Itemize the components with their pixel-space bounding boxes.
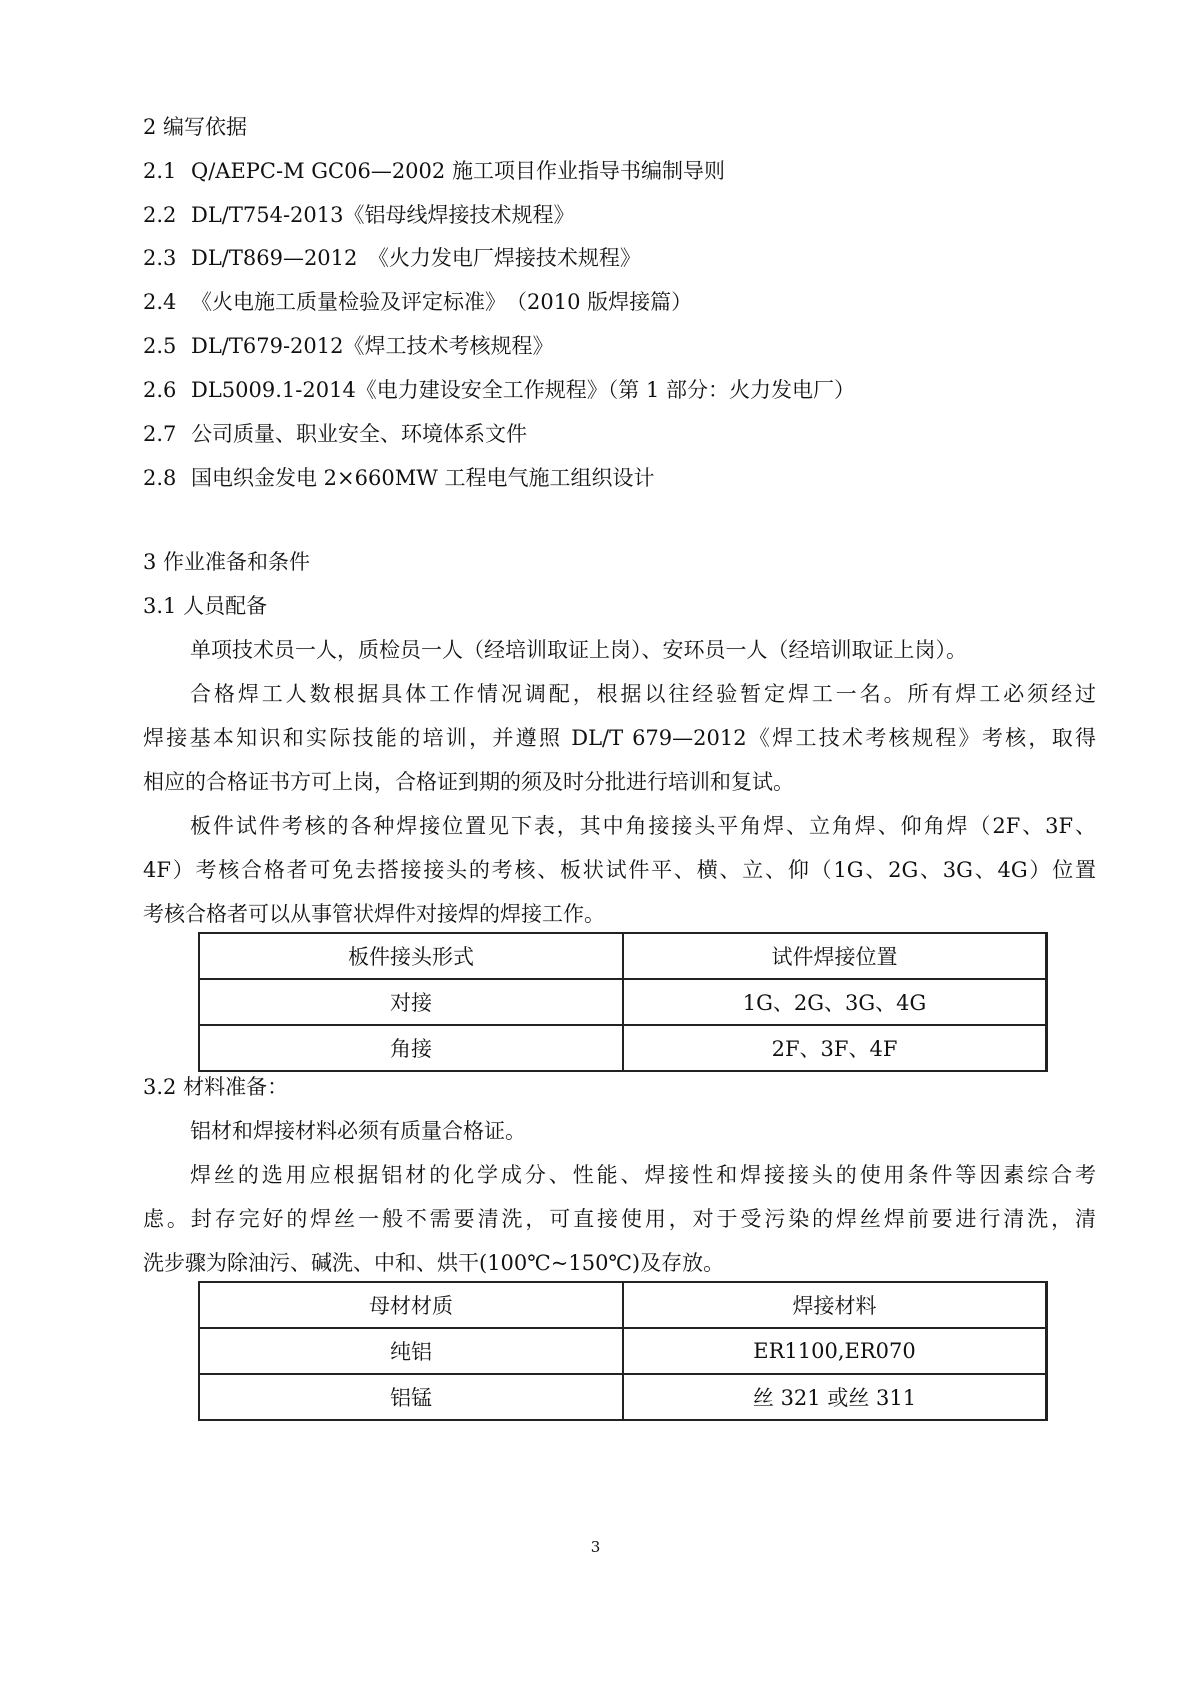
reference-num: 2.2 [143, 203, 177, 227]
table-cell: 角接 [199, 1025, 623, 1071]
table-cell: 对接 [199, 979, 623, 1025]
test-position-paragraph-line: 考核合格者可以从事管状焊件对接焊的焊接工作。 [143, 902, 605, 926]
section3-heading: 3 作业准备和条件 [143, 550, 311, 574]
reference-num: 2.8 [143, 466, 177, 490]
table-cell: 纯铝 [199, 1328, 623, 1374]
wire-paragraph-line: 洗步骤为除油污、碱洗、中和、烘干(100℃~150℃)及存放。 [143, 1251, 725, 1275]
reference-num: 2.5 [143, 334, 177, 358]
table-header-cell: 母材材质 [199, 1282, 623, 1328]
table-cell: ER1100,ER070 [623, 1328, 1047, 1374]
reference-text: DL/T869—2012 《火力发电厂焊接技术规程》 [191, 246, 641, 270]
reference-text: DL/T679-2012《焊工技术考核规程》 [191, 334, 554, 358]
table-row [199, 1025, 1047, 1071]
reference-item-2-5 [143, 331, 1096, 361]
welder-paragraph-line: 合格焊工人数根据具体工作情况调配，根据以往经验暂定焊工一名。所有焊工必须经过 [190, 682, 1096, 706]
table-row [199, 979, 1047, 1025]
reference-num: 2.1 [143, 159, 177, 183]
welding-position-table [198, 932, 1048, 1072]
reference-num: 2.7 [143, 422, 177, 446]
table-cell: 1G、2G、3G、4G [623, 979, 1047, 1025]
reference-item-2-3 [143, 243, 1096, 273]
table-header-row [199, 1282, 1047, 1328]
wire-paragraph-line: 焊丝的选用应根据铝材的化学成分、性能、焊接性和焊接接头的使用条件等因素综合考 [190, 1163, 1096, 1187]
wire-paragraph-line: 虑。封存完好的焊丝一般不需要清洗，可直接使用，对于受污染的焊丝焊前要进行清洗，清 [143, 1207, 1096, 1231]
reference-num: 2.3 [143, 246, 177, 270]
reference-item-2-8 [143, 463, 1096, 493]
section3-2-heading: 3.2 材料准备： [143, 1075, 289, 1099]
reference-item-2-6 [143, 375, 1096, 405]
reference-text: Q/AEPC-M GC06—2002 施工项目作业指导书编制导则 [191, 159, 725, 183]
staffing-paragraph: 单项技术员一人，质检员一人（经培训取证上岗）、安环员一人（经培训取证上岗）。 [190, 638, 967, 662]
reference-num: 2.4 [143, 290, 177, 314]
material-cert-paragraph: 铝材和焊接材料必须有质量合格证。 [190, 1119, 526, 1143]
reference-item-2-1 [143, 156, 1096, 186]
section3-1-heading: 3.1 人员配备 [143, 594, 268, 618]
table-cell: 铝锰 [199, 1374, 623, 1420]
reference-item-2-4 [143, 287, 1096, 317]
table-header-cell: 焊接材料 [623, 1282, 1047, 1328]
table-cell: 丝 321 或丝 311 [623, 1374, 1047, 1420]
welder-paragraph-line: 焊接基本知识和实际技能的培训，并遵照 DL/T 679—2012《焊工技术考核规程》考核，取得 [143, 726, 1096, 750]
reference-num: 2.6 [143, 378, 177, 402]
table-cell: 2F、3F、4F [623, 1025, 1047, 1071]
reference-text: DL/T754-2013《铝母线焊接技术规程》 [191, 203, 575, 227]
reference-item-2-2 [143, 200, 1096, 230]
test-position-paragraph-line: 4F）考核合格者可免去搭接接头的考核、板状试件平、横、立、仰（1G、2G、3G、4G）位置 [143, 858, 1096, 882]
reference-text: 公司质量、职业安全、环境体系文件 [191, 422, 527, 446]
reference-text: 《火电施工质量检验及评定标准》 （2010 版焊接篇） [191, 290, 693, 314]
table-header-row [199, 933, 1047, 979]
table-row [199, 1374, 1047, 1420]
page-number: 3 [590, 1538, 601, 1556]
test-position-paragraph-line: 板件试件考核的各种焊接位置见下表，其中角接接头平角焊、立角焊、仰角焊（2F、3F、 [190, 814, 1096, 838]
table-header-cell: 板件接头形式 [199, 933, 623, 979]
reference-text: DL5009.1-2014《电力建设安全工作规程》（第 1 部分：火力发电厂） [191, 378, 856, 402]
reference-item-2-7 [143, 419, 1096, 449]
welder-paragraph-line: 相应的合格证书方可上岗，合格证到期的须及时分批进行培训和复试。 [143, 770, 794, 794]
reference-text: 国电织金发电 2×660MW 工程电气施工组织设计 [191, 466, 655, 490]
welding-material-table [198, 1281, 1048, 1421]
table-header-cell: 试件焊接位置 [623, 933, 1047, 979]
table-row [199, 1328, 1047, 1374]
section2-heading: 2 编写依据 [143, 115, 248, 139]
